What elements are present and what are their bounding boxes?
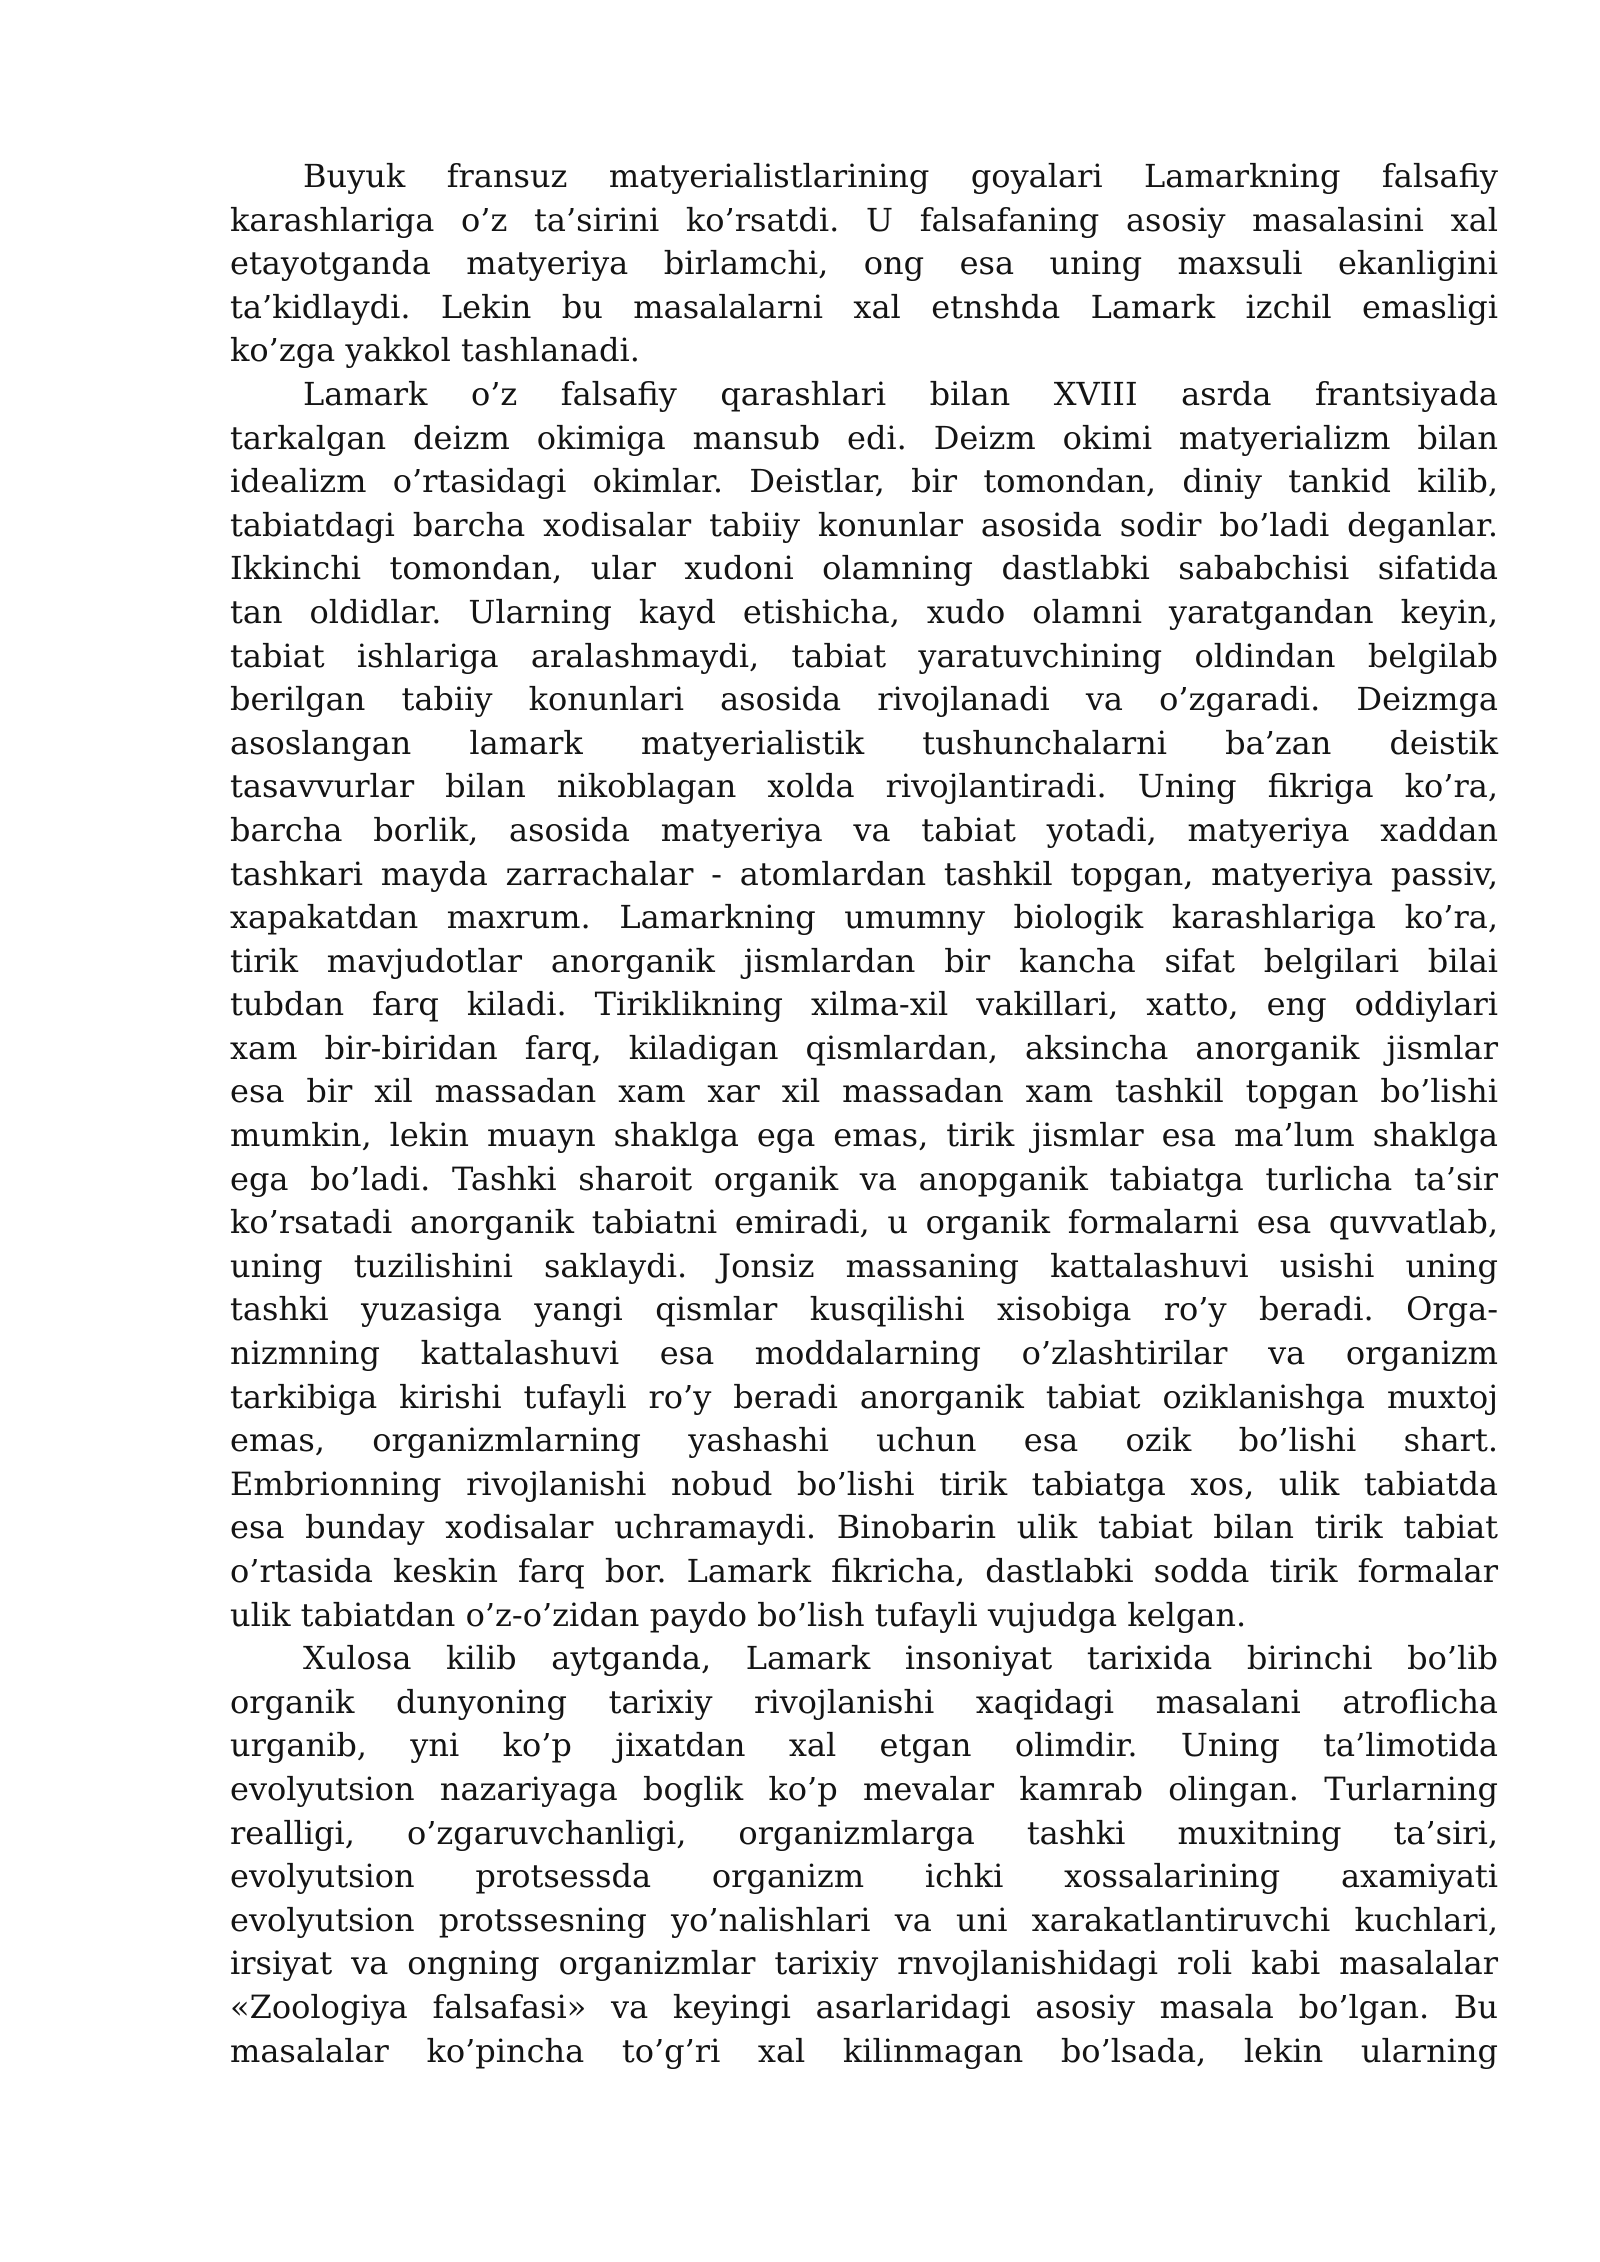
text-line: evolyutsion nazariyaga boglik ko’p mevalar kamrab olingan. Turlarning: [230, 1769, 1498, 1808]
text-line: Xulosa kilib aytganda, Lamark insoniyat tarixida birinchi bo’lib: [303, 1639, 1498, 1678]
text-line: tan oldidlar. Ularning kayd etishicha, xudo olamni yaratgandan keyin,: [230, 592, 1498, 631]
text-line: ko’rsatadi anorganik tabiatni emiradi, u organik formalarni esa quvvatlab,: [230, 1203, 1498, 1242]
text-line: berilgan tabiiy konunlari asosida rivojlanadi va o’zgaradi. Deizmga: [230, 680, 1498, 719]
text-line: tashkari mayda zarrachalar - atomlardan tashkil topgan, matyeriya passiv,: [230, 854, 1498, 893]
text-line: urganib, yni ko’p jixatdan xal etgan olimdir. Uning ta’limotida: [230, 1726, 1498, 1765]
paragraph-1: [230, 155, 1498, 373]
text-line: Ikkinchi tomondan, ular xudoni olamning dastlabki sababchisi sifatida: [230, 549, 1498, 588]
text-line: tarkibiga kirishi tufayli ro’y beradi anorganik tabiat oziklanishga muxtoj: [230, 1377, 1498, 1416]
text-line: evolyutsion protssesning yo’nalishlari va uni xarakatlantiruvchi kuchlari,: [230, 1900, 1498, 1939]
text-line: o’rtasida keskin farq bor. Lamark fikricha, dastlabki sodda tirik formalar: [230, 1552, 1498, 1590]
text-line: asoslangan lamark matyerialistik tushunchalarni ba’zan deistik: [230, 723, 1498, 762]
text-line: tabiat ishlariga aralashmaydi, tabiat yaratuvchining oldindan belgilab: [230, 636, 1498, 675]
text-line: tashki yuzasiga yangi qismlar kusqilishi xisobiga ro’y beradi. Orga-: [230, 1290, 1498, 1329]
text-line: ta’kidlaydi. Lekin bu masalalarni xal etnshda Lamark izchil emasligi: [230, 287, 1498, 326]
text-line: masalalar ko’pincha to’g’ri xal kilinmagan bo’lsada, lekin ularning: [230, 2031, 1498, 2070]
text-line: tarkalgan deizm okimiga mansub edi. Deizm okimi matyerializm bilan: [230, 418, 1498, 457]
text-line: xam bir-biridan farq, kiladigan qismlardan, aksincha anorganik jismlar: [230, 1028, 1498, 1067]
text-line: Embrionning rivojlanishi nobud bo’lishi tirik tabiatga xos, ulik tabiatda: [230, 1464, 1498, 1503]
text-line: karashlariga o’z ta’sirini ko’rsatdi. U falsafaning asosiy masalasini xal: [230, 200, 1498, 239]
text-line: tubdan farq kiladi. Tiriklikning xilma-xil vakillari, xatto, eng oddiylari: [230, 985, 1498, 1024]
text-line: barcha borlik, asosida matyeriya va tabiat yotadi, matyeriya xaddan: [230, 810, 1498, 849]
text-line: tirik mavjudotlar anorganik jismlardan bir kancha sifat belgilari bilai: [230, 941, 1498, 980]
text-line: nizmning kattalashuvi esa moddalarning o’zlashtirilar va organizm: [230, 1334, 1498, 1373]
text-line: «Zoologiya falsafasi» va keyingi asarlaridagi asosiy masala bo’lgan. Bu: [230, 1987, 1498, 2026]
body-text: [230, 155, 1498, 2073]
text-line: Lamark o’z falsafiy qarashlari bilan XVIII asrda frantsiyada: [303, 374, 1498, 413]
text-line: tabiatdagi barcha xodisalar tabiiy konunlar asosida sodir bo’ladi deganlar.: [230, 505, 1498, 544]
text-line: ega bo’ladi. Tashki sharoit organik va anopganik tabiatga turlicha ta’sir: [230, 1159, 1498, 1198]
text-line: emas, organizmlarning yashashi uchun esa ozik bo’lishi shart.: [230, 1421, 1498, 1460]
text-line: ko’zga yakkol tashlanadi.: [230, 331, 640, 370]
text-line: xapakatdan maxrum. Lamarkning umumny biologik karashlariga ko’ra,: [230, 898, 1498, 937]
paragraph-3: [230, 1637, 1498, 2073]
text-line: evolyutsion protsessda organizm ichki xossalarining axamiyati: [230, 1857, 1498, 1896]
text-line: idealizm o’rtasidagi okimlar. Deistlar, bir tomondan, diniy tankid kilib,: [230, 462, 1498, 501]
text-line: organik dunyoning tarixiy rivojlanishi xaqidagi masalani atroflicha: [230, 1682, 1498, 1721]
text-line: Buyuk fransuz matyerialistlarining goyalari Lamarkning falsafiy: [303, 157, 1498, 195]
paragraph-2: [230, 373, 1498, 1637]
text-line: mumkin, lekin muayn shaklga ega emas, tirik jismlar esa ma’lum shaklga: [230, 1116, 1498, 1155]
text-line: tasavvurlar bilan nikoblagan xolda rivojlantiradi. Uning fikriga ko’ra,: [230, 767, 1498, 806]
text-line: esa bunday xodisalar uchramaydi. Binobarin ulik tabiat bilan tirik tabiat: [230, 1508, 1498, 1547]
text-line: ulik tabiatdan o’z-o’zidan paydo bo’lish tufayli vujudga kelgan.: [230, 1595, 1247, 1634]
text-line: irsiyat va ongning organizmlar tarixiy rnvojlanishidagi roli kabi masalalar: [230, 1944, 1498, 1983]
text-line: uning tuzilishini saklaydi. Jonsiz massaning kattalashuvi usishi uning: [230, 1246, 1498, 1285]
text-line: etayotganda matyeriya birlamchi, ong esa uning maxsuli ekanligini: [230, 244, 1498, 283]
text-line: esa bir xil massadan xam xar xil massadan xam tashkil topgan bo’lishi: [230, 1072, 1498, 1111]
text-line: realligi, o’zgaruvchanligi, organizmlarga tashki muxitning ta’siri,: [230, 1813, 1498, 1852]
